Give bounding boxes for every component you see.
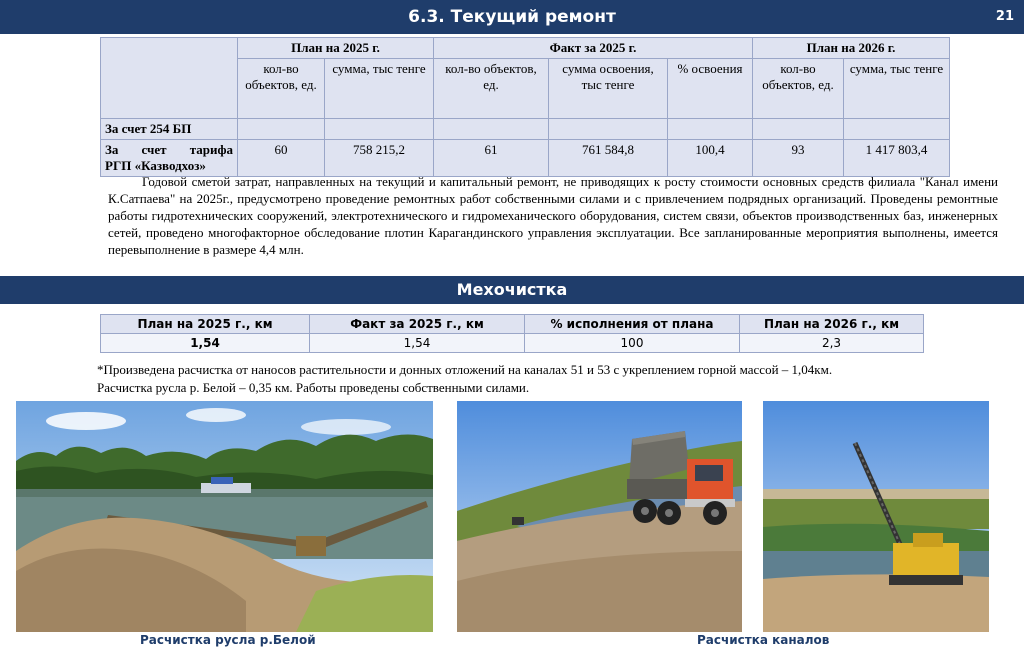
paragraph-text: Годовой сметой затрат, направленных на текущий и капитальный ремонт, не приводящих к росту стоимости основных средств филиала "Канал имени К.Сатпаева" на 2025г., предусмотрено проведение ремонтных работ собственными силами и с привлечением подрядных организаций. Проведены ремонтные работы гидротехнических сооружений, электротехнического и гидромеханического оборудования, систем связи, объектов производственных баз, инженерных сетей, проведено многофакторное обследование плотин Карагандинского управления эксплуатации. Все запланированные мероприятия выполнены, имеется перевыполнение в размере 4,4 млн. (108, 174, 998, 257)
sub-header: сумма освоения, тыс тенге (549, 59, 668, 119)
table-cell: 1,54 (310, 334, 525, 353)
column-header: План на 2026 г., км (740, 315, 924, 334)
sub-header: сумма, тыс тенге (325, 59, 434, 119)
sub-header: кол-во объектов, ед. (434, 59, 549, 119)
truck-illustration (457, 401, 742, 632)
river-cleaning-photo (16, 401, 433, 632)
table-cell: 2,3 (740, 334, 924, 353)
note-line: *Произведена расчистка от наносов растительности и донных отложений на каналах 51 и 53 с укреплением горной массой – 1,04км. (97, 362, 833, 377)
sub-header: кол-во объектов, ед. (753, 59, 844, 119)
empty-cell (753, 119, 844, 140)
cleaning-note (97, 361, 957, 397)
caption-river: Расчистка русла р.Белой (140, 633, 316, 647)
empty-cell (844, 119, 950, 140)
repair-table (100, 37, 950, 177)
empty-cell (668, 119, 753, 140)
empty-cell (238, 119, 325, 140)
section-header-bar-cleaning (0, 276, 1024, 304)
sub-header: кол-во объектов, ед. (238, 59, 325, 119)
table-cell: 761 584,8 (549, 140, 668, 177)
section-title: 6.3. Текущий ремонт (408, 7, 616, 27)
table-corner-cell (101, 38, 238, 119)
table-cell: 60 (238, 140, 325, 177)
group-header-plan-2026: План на 2026 г. (753, 38, 950, 59)
section-title: Мехочистка (456, 280, 568, 299)
excavator-photo (763, 401, 989, 632)
excavator-illustration (763, 401, 989, 632)
cleaning-table (100, 314, 924, 353)
caption-canals: Расчистка каналов (697, 633, 830, 647)
truck-photo (457, 401, 742, 632)
row-label-line: За счет тарифа (105, 142, 233, 157)
page-number: 21 (995, 9, 1014, 24)
empty-cell (549, 119, 668, 140)
row-label-budget: За счет 254 БП (101, 119, 238, 140)
row-label-line: РГП «Казводхоз» (105, 158, 206, 173)
table-cell: 1 417 803,4 (844, 140, 950, 177)
table-cell: 93 (753, 140, 844, 177)
table-cell: 100 (525, 334, 740, 353)
sub-header: % освоения (668, 59, 753, 119)
empty-cell (325, 119, 434, 140)
row-label-tariff (101, 140, 238, 177)
table-cell: 758 215,2 (325, 140, 434, 177)
sub-header: сумма, тыс тенге (844, 59, 950, 119)
column-header: План на 2025 г., км (101, 315, 310, 334)
table-cell: 100,4 (668, 140, 753, 177)
group-header-fact-2025: Факт за 2025 г. (434, 38, 753, 59)
empty-cell (434, 119, 549, 140)
table-cell: 1,54 (101, 334, 310, 353)
section-header-bar (0, 0, 1024, 34)
group-header-plan-2025: План на 2025 г. (238, 38, 434, 59)
column-header: Факт за 2025 г., км (310, 315, 525, 334)
column-header: % исполнения от плана (525, 315, 740, 334)
description-paragraph (108, 173, 998, 258)
table-cell: 61 (434, 140, 549, 177)
river-cleaning-illustration (16, 401, 433, 632)
note-line: Расчистка русла р. Белой – 0,35 км. Работы проведены собственными силами. (97, 380, 530, 395)
